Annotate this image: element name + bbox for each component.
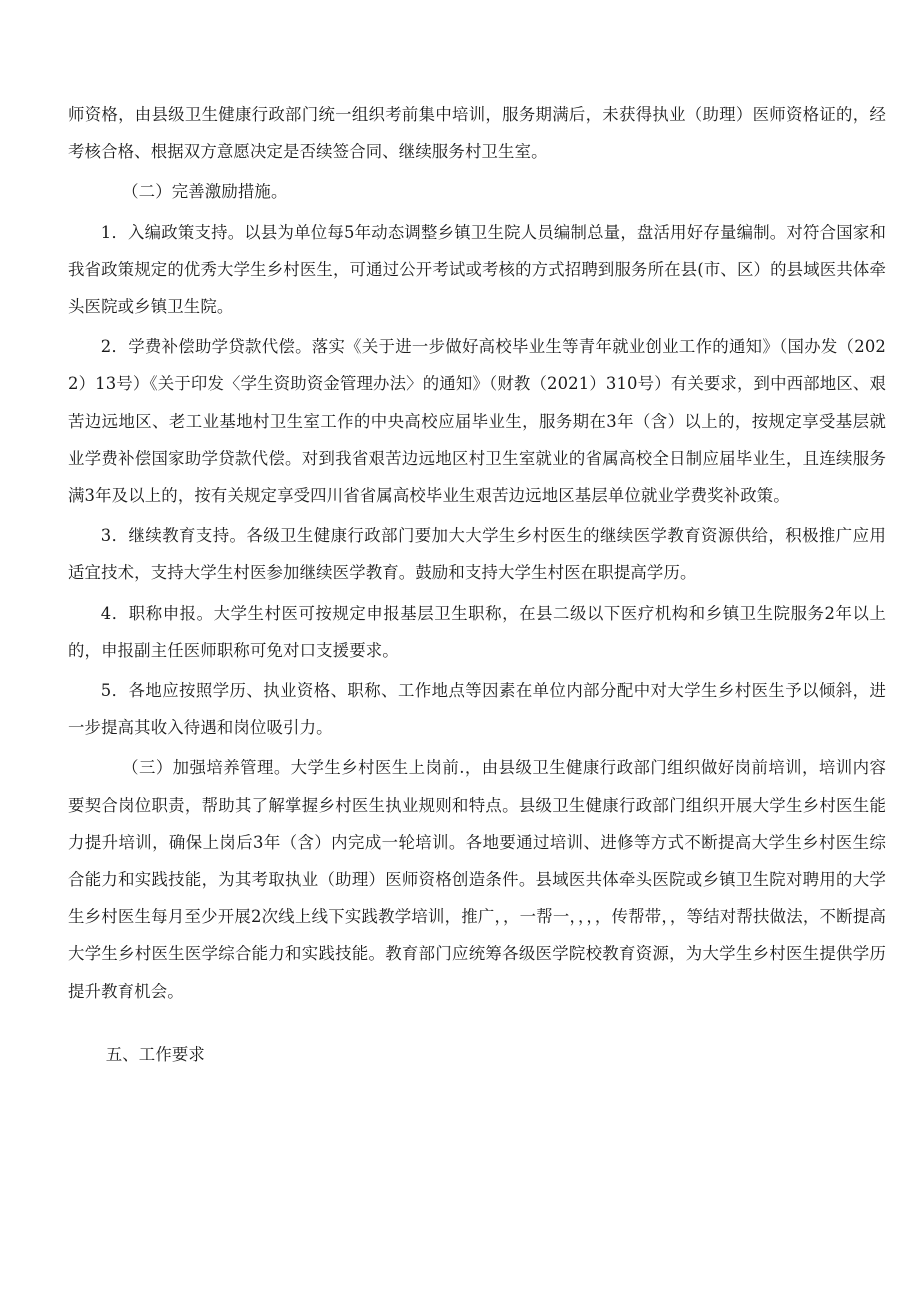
paragraph-training-management: （三）加强培养管理。大学生乡村医生上岗前.，由县级卫生健康行政部门组织做好岗前培训，培训内容要契合岗位职责，帮助其了解掌握乡村医生执业规则和特点。县级卫生健康行政部门组织开展大学生乡村医生能力提升培训，确保上岗后3年（含）内完成一轮培训。各地要通过培训、进修等方式不断提高大学生乡村医生综合能力和实践技能，为其考取执业（助理）医师资格创造条件。县域医共体牵头医院或乡镇卫生院对聘用的大学生乡村医生每月至少开展2次线上线下实践教学培训，推广，，一帮一，，，，传帮带，，等结对帮扶做法，不断提高大学生乡村医生医学综合能力和实践技能。教育部门应统筹各级医学院校教育资源，为大学生乡村医生提供学历提升教育机会。 [68,758,886,1001]
section-heading-work-requirements: 五、工作要求 [105,1044,205,1064]
paragraph-item-4: 4．职称申报。大学生村医可按规定申报基层卫生职称，在县二级以下医疗机构和乡镇卫生院服务2年以上的，申报副主任医师职称可免对口支援要求。 [68,603,886,660]
paragraph-item-5: 5．各地应按照学历、执业资格、职称、工作地点等因素在单位内部分配中对大学生乡村医生予以倾斜，进一步提高其收入待遇和岗位吸引力。 [68,681,886,738]
document-body [68,96,886,1073]
paragraph-item-1: 1．入编政策支持。以县为单位每5年动态调整乡镇卫生院人员编制总量，盘活用好存量编制。对符合国家和我省政策规定的优秀大学生乡村医生，可通过公开考试或考核的方式招聘到服务所在县(市、区）的县域医共体牵头医院或乡镇卫生院。 [68,222,886,317]
subheading-incentives: （二）完善激励措施。 [122,182,288,202]
paragraph-item-3: 3．继续教育支持。各级卫生健康行政部门要加大大学生乡村医生的继续医学教育资源供给，积极推广应用适宜技术，支持大学生村医参加继续医学教育。鼓励和支持大学生村医在职提高学历。 [68,526,886,583]
paragraph-continuation: 师资格，由县级卫生健康行政部门统一组织考前集中培训，服务期满后，未获得执业（助理）医师资格证的，经考核合格、根据双方意愿决定是否续签合同、继续服务村卫生室。 [68,105,886,162]
paragraph-item-2: 2．学费补偿助学贷款代偿。落实《关于进一步做好高校毕业生等青年就业创业工作的通知》（国办发（2022）13号）《关于印发〈学生资助资金管理办法〉的通知》（财教（2021）310号）有关要求，到中西部地区、艰苦边远地区、老工业基地村卫生室工作的中央高校应届毕业生，服务期在3年（含）以上的，按规定享受基层就业学费补偿国家助学贷款代偿。对到我省艰苦边远地区村卫生室就业的省属高校全日制应届毕业生，且连续服务满3年及以上的，按有关规定享受四川省省属高校毕业生艰苦边远地区基层单位就业学费奖补政策。 [68,337,886,506]
